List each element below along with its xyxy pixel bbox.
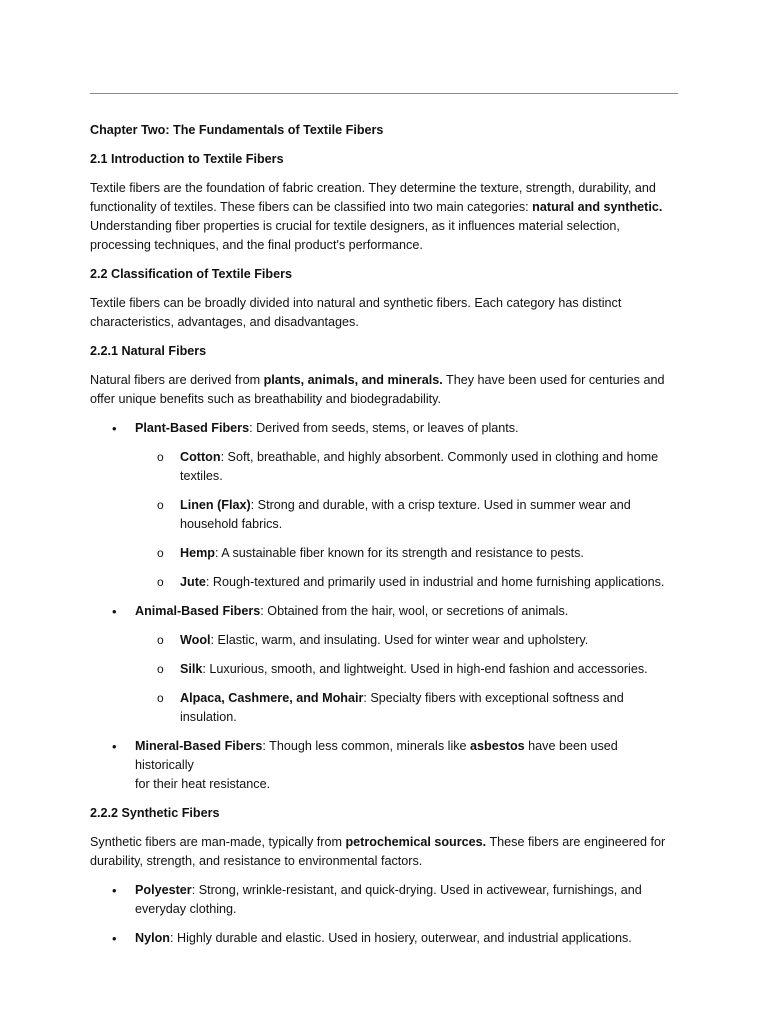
bullet-item-nylon <box>90 929 680 948</box>
text-run: : A sustainable fiber known for its strength and resistance to pests. <box>215 546 584 560</box>
text-line: durability, strength, and resistance to environmental factors. <box>90 854 423 868</box>
bold-run: Animal-Based Fibers <box>135 604 261 618</box>
text-run: : Though less common, minerals like <box>262 739 471 753</box>
text-run: : Strong and durable, with a crisp texture. Used in summer wear and <box>250 498 631 512</box>
bold-run: Cotton <box>180 450 221 464</box>
text-run: : Rough-textured and primarily used in industrial and home furnishing applications. <box>205 575 665 589</box>
text-line: Understanding fiber properties is crucial for textile designers, as it influences material selection, <box>90 219 620 233</box>
sub-item-alpaca <box>90 689 680 727</box>
bullet-marker: • <box>112 604 117 619</box>
heading-2-2: 2.2 Classification of Textile Fibers <box>90 267 293 281</box>
text-line <box>135 602 680 621</box>
bullet-item-mineral <box>90 737 680 794</box>
text-line <box>180 689 680 708</box>
text-run: functionality of textiles. These fibers can be classified into two main categories: <box>90 200 533 214</box>
sub-bullet-marker: o <box>157 498 164 512</box>
bullet-item-plant <box>90 419 680 438</box>
bold-run: petrochemical sources. <box>345 835 487 849</box>
bullet-marker: • <box>112 883 117 898</box>
bold-run: Alpaca, Cashmere, and Mohair <box>180 691 364 705</box>
heading-2-1: 2.1 Introduction to Textile Fibers <box>90 152 284 166</box>
paragraph-synthetic <box>90 833 680 871</box>
text-line: for their heat resistance. <box>135 777 271 791</box>
text-run: Synthetic fibers are man-made, typically from <box>90 835 346 849</box>
bold-run: Wool <box>180 633 211 647</box>
sub-bullet-marker: o <box>157 691 164 705</box>
text-line <box>135 737 680 775</box>
sub-item-silk <box>90 660 680 679</box>
text-run: : Obtained from the hair, wool, or secretions of animals. <box>260 604 569 618</box>
bullet-item-animal <box>90 602 680 621</box>
sub-bullet-marker: o <box>157 546 164 560</box>
bold-run: Plant-Based Fibers <box>135 421 250 435</box>
bold-run: Mineral-Based Fibers <box>135 739 263 753</box>
text-line: offer unique benefits such as breathability and biodegradability. <box>90 392 441 406</box>
bold-run: asbestos <box>470 739 525 753</box>
text-line <box>135 881 680 900</box>
text-line <box>90 833 680 852</box>
text-run: : Elastic, warm, and insulating. Used for winter wear and upholstery. <box>210 633 589 647</box>
text-line <box>135 419 680 438</box>
text-run: : Luxurious, smooth, and lightweight. Used in high-end fashion and accessories. <box>202 662 648 676</box>
text-line <box>90 371 680 390</box>
paragraph-classification <box>90 294 680 332</box>
text-line <box>180 544 680 563</box>
text-line <box>180 496 680 515</box>
text-line <box>180 631 680 650</box>
heading-2-2-1: 2.2.1 Natural Fibers <box>90 344 207 358</box>
text-line <box>90 198 680 217</box>
text-line: insulation. <box>180 710 237 724</box>
text-run: : Highly durable and elastic. Used in hosiery, outerwear, and industrial applications. <box>169 931 632 945</box>
bold-run: natural and synthetic. <box>532 200 663 214</box>
header-rule <box>90 93 678 94</box>
text-line: Textile fibers are the foundation of fabric creation. They determine the texture, strength, durability, and <box>90 181 656 195</box>
sub-item-hemp <box>90 544 680 563</box>
sub-item-linen <box>90 496 680 534</box>
sub-item-jute <box>90 573 680 592</box>
text-run: Natural fibers are derived from <box>90 373 264 387</box>
text-run: : Soft, breathable, and highly absorbent. Commonly used in clothing and home <box>220 450 659 464</box>
paragraph-intro <box>90 179 680 255</box>
text-line: everyday clothing. <box>135 902 237 916</box>
text-line: characteristics, advantages, and disadvantages. <box>90 315 359 329</box>
bold-run: Polyester <box>135 883 192 897</box>
text-run: : Derived from seeds, stems, or leaves of plants. <box>249 421 519 435</box>
sub-item-cotton <box>90 448 680 486</box>
sub-bullet-marker: o <box>157 633 164 647</box>
chapter-title: Chapter Two: The Fundamentals of Textile Fibers <box>90 123 384 137</box>
text-line: household fabrics. <box>180 517 283 531</box>
bold-run: Jute <box>180 575 206 589</box>
sub-bullet-marker: o <box>157 450 164 464</box>
sub-bullet-marker: o <box>157 575 164 589</box>
text-run: These fibers are engineered for <box>486 835 666 849</box>
sub-bullet-marker: o <box>157 662 164 676</box>
bullet-marker: • <box>112 739 117 754</box>
text-run: have been used historically <box>135 739 618 772</box>
text-line: processing techniques, and the final product's performance. <box>90 238 423 252</box>
text-run: : Strong, wrinkle-resistant, and quick-drying. Used in activewear, furnishings, and <box>191 883 642 897</box>
bullet-marker: • <box>112 421 117 436</box>
bold-run: Hemp <box>180 546 215 560</box>
bold-run: Silk <box>180 662 203 676</box>
paragraph-natural <box>90 371 680 409</box>
bold-run: plants, animals, and minerals. <box>263 373 443 387</box>
text-run: : Specialty fibers with exceptional softness and <box>363 691 624 705</box>
bold-run: Nylon <box>135 931 170 945</box>
text-line: textiles. <box>180 469 223 483</box>
heading-2-2-2: 2.2.2 Synthetic Fibers <box>90 806 220 820</box>
text-line <box>180 573 680 592</box>
text-line <box>180 660 680 679</box>
text-run: They have been used for centuries and <box>442 373 665 387</box>
bold-run: Linen (Flax) <box>180 498 251 512</box>
document-body <box>90 121 680 948</box>
text-line <box>135 929 680 948</box>
text-line: Textile fibers can be broadly divided into natural and synthetic fibers. Each category has distinct <box>90 296 622 310</box>
sub-item-wool <box>90 631 680 650</box>
bullet-item-polyester <box>90 881 680 919</box>
text-line <box>180 448 680 467</box>
bullet-marker: • <box>112 931 117 946</box>
